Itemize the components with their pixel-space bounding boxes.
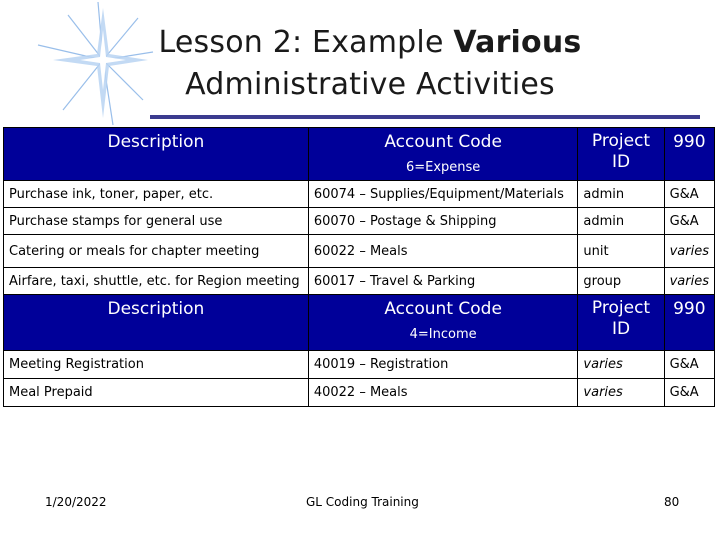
expense-header-row bbox=[4, 128, 715, 181]
header-account-code: Account Code 6=Expense bbox=[308, 128, 578, 181]
cell-description: Meeting Registration bbox=[4, 351, 309, 379]
cell-account: 60074 – Supplies/Equipment/Materials bbox=[308, 181, 578, 208]
header-description: Description bbox=[4, 128, 309, 181]
cell-project: unit bbox=[578, 235, 664, 268]
header-project-id: Project ID bbox=[578, 128, 664, 181]
coding-table bbox=[3, 127, 715, 407]
cell-account: 40019 – Registration bbox=[308, 351, 578, 379]
cell-description: Purchase ink, toner, paper, etc. bbox=[4, 181, 309, 208]
table-row bbox=[4, 379, 715, 407]
header-account-sub: 4=Income bbox=[409, 327, 477, 342]
cell-990: G&A bbox=[664, 181, 714, 208]
header-account-code: Account Code 4=Income bbox=[308, 295, 578, 351]
title-regular: Lesson 2: Example bbox=[158, 25, 454, 60]
table-row bbox=[4, 181, 715, 208]
cell-project: admin bbox=[578, 181, 664, 208]
title-underline bbox=[150, 115, 700, 119]
cell-account: 60017 – Travel & Parking bbox=[308, 268, 578, 295]
table-row bbox=[4, 351, 715, 379]
title-bold: Various bbox=[453, 25, 582, 60]
cell-990: varies bbox=[664, 268, 714, 295]
cell-990: G&A bbox=[664, 351, 714, 379]
footer-page-number: 80 bbox=[664, 495, 680, 509]
cell-990: G&A bbox=[664, 379, 714, 407]
header-990: 990 bbox=[664, 295, 714, 351]
table-row bbox=[4, 208, 715, 235]
footer-center: GL Coding Training bbox=[306, 495, 419, 509]
cell-account: 60022 – Meals bbox=[308, 235, 578, 268]
header-project-id: Project ID bbox=[578, 295, 664, 351]
cell-project: group bbox=[578, 268, 664, 295]
cell-description: Meal Prepaid bbox=[4, 379, 309, 407]
cell-project: varies bbox=[578, 379, 664, 407]
table-row bbox=[4, 268, 715, 295]
title-line2: Administrative Activities bbox=[185, 67, 555, 102]
income-header-row bbox=[4, 295, 715, 351]
cell-project: varies bbox=[578, 351, 664, 379]
cell-990: G&A bbox=[664, 208, 714, 235]
cell-990: varies bbox=[664, 235, 714, 268]
table-row bbox=[4, 235, 715, 268]
footer-date: 1/20/2022 bbox=[45, 495, 107, 509]
slide-title bbox=[110, 22, 630, 106]
cell-description: Airfare, taxi, shuttle, etc. for Region meeting bbox=[4, 268, 309, 295]
header-990: 990 bbox=[664, 128, 714, 181]
header-description: Description bbox=[4, 295, 309, 351]
cell-account: 40022 – Meals bbox=[308, 379, 578, 407]
cell-account: 60070 – Postage & Shipping bbox=[308, 208, 578, 235]
cell-project: admin bbox=[578, 208, 664, 235]
header-account-sub: 6=Expense bbox=[405, 160, 481, 175]
cell-description: Catering or meals for chapter meeting bbox=[4, 235, 309, 268]
cell-description: Purchase stamps for general use bbox=[4, 208, 309, 235]
